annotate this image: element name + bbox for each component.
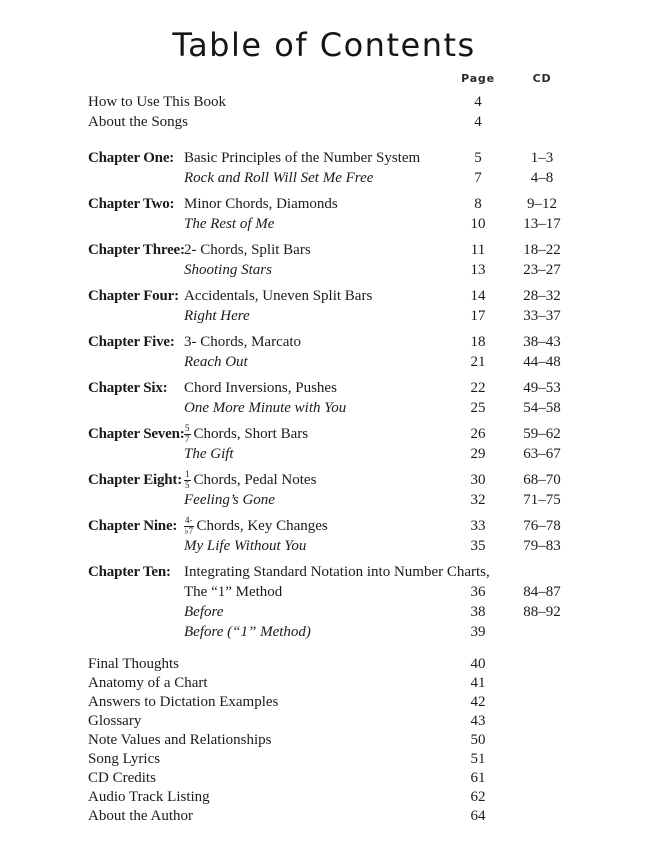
toc-entry (88, 731, 583, 750)
song-row (88, 306, 583, 326)
entry-label: Final Thoughts (88, 656, 179, 672)
entry-label: About the Songs (88, 114, 189, 130)
entry-page: 4 (474, 94, 482, 110)
entry-page: 62 (470, 789, 486, 805)
song-row (88, 622, 583, 642)
entry-page: 51 (470, 751, 486, 767)
toc-entry (88, 674, 583, 693)
chapter-block (88, 332, 583, 372)
entry-label: Anatomy of a Chart (88, 675, 208, 691)
cd-tracks: 33–37 (523, 308, 561, 324)
song-title: One More Minute with You (184, 400, 347, 416)
song-title: The Gift (184, 446, 234, 462)
cd-tracks: 1–3 (530, 150, 554, 166)
page-title: Table of Contents (172, 26, 476, 64)
chapter-topic: 3- Chords, Marcato (184, 334, 302, 350)
chapter-block (88, 378, 583, 418)
chapter-label: Chapter Two: (88, 196, 175, 212)
chapter-label: Chapter One: (88, 150, 175, 166)
entry-label: How to Use This Book (88, 94, 227, 110)
cd-tracks: 79–83 (523, 538, 561, 554)
toc-entry (88, 92, 583, 112)
column-header-cd: CD (532, 72, 552, 85)
chapter-block (88, 240, 583, 280)
entry-label: Audio Track Listing (88, 789, 210, 805)
chord-fraction: $\frac{5}{7}$ (185, 423, 190, 444)
chapter-label: Chapter Four: (88, 288, 179, 304)
page-number: 18 (470, 334, 486, 350)
chapter-topic: Minor Chords, Diamonds (184, 196, 338, 212)
page-number: 30 (470, 472, 486, 488)
chapter-topic: Chord Inversions, Pushes (184, 380, 337, 396)
page-number: 39 (470, 624, 486, 640)
chapter-topic: Accidentals, Uneven Split Bars (184, 288, 373, 304)
cd-tracks: 44–48 (523, 354, 561, 370)
cd-tracks: 38–43 (523, 334, 561, 350)
entry-page: 4 (474, 114, 482, 130)
topic-row (88, 424, 583, 444)
song-row (88, 602, 583, 622)
page-number: 29 (470, 446, 486, 462)
cd-tracks: 4–8 (530, 170, 554, 186)
page-number: 21 (470, 354, 486, 370)
page-number: 35 (470, 538, 486, 554)
front-matter-list (88, 92, 583, 132)
topic-row (88, 516, 583, 536)
chapter-block (88, 148, 583, 188)
song-title: Right Here (184, 308, 250, 324)
entry-page: 64 (470, 808, 486, 824)
topic-row (88, 148, 583, 168)
toc-content (88, 70, 583, 826)
chapter-topic: Basic Principles of the Number System (184, 150, 421, 166)
chord-fraction: $\frac{4-}{♭7}$ (184, 515, 194, 536)
song-row (88, 352, 583, 372)
page-number: 22 (470, 380, 486, 396)
cd-tracks: 88–92 (523, 604, 561, 620)
entry-page: 43 (470, 713, 486, 729)
entry-label: Answers to Dictation Examples (88, 694, 279, 710)
chapter-block (88, 194, 583, 234)
page-number: 13 (470, 262, 486, 278)
cd-tracks: 54–58 (523, 400, 561, 416)
chapter-topic: 2- Chords, Split Bars (184, 242, 311, 258)
topic-row (88, 194, 583, 214)
song-row (88, 444, 583, 464)
toc-entry (88, 712, 583, 731)
cd-tracks: 23–27 (523, 262, 561, 278)
topic-row (88, 286, 583, 306)
chapter-block (88, 286, 583, 326)
chapter-topic: The “1” Method (184, 584, 283, 600)
chapter-label: Chapter Ten: (88, 564, 171, 580)
chapter-topic: $\frac{4-}{♭7}$ Chords, Key Changes (184, 515, 328, 536)
page-number: 8 (474, 196, 482, 212)
page-number: 7 (474, 170, 482, 186)
toc-entry (88, 807, 583, 826)
topic-row (88, 240, 583, 260)
entry-page: 50 (470, 732, 486, 748)
song-title: Feeling’s Gone (184, 492, 275, 508)
entry-label: CD Credits (88, 770, 156, 786)
chapter-block (88, 516, 583, 556)
toc-entry (88, 769, 583, 788)
chapter-label: Chapter Nine: (88, 518, 178, 534)
page-number: 33 (470, 518, 486, 534)
toc-entry (88, 693, 583, 712)
topic-row (88, 562, 583, 582)
page-number: 10 (470, 216, 486, 232)
song-row (88, 214, 583, 234)
song-title: The Rest of Me (184, 216, 275, 232)
cd-tracks: 84–87 (523, 584, 561, 600)
cd-tracks: 68–70 (523, 472, 561, 488)
entry-label: Song Lyrics (88, 751, 161, 767)
column-header-page: Page (461, 72, 495, 85)
topic-row (88, 378, 583, 398)
cd-tracks: 76–78 (523, 518, 561, 534)
song-row (88, 490, 583, 510)
chapter-block (88, 424, 583, 464)
toc-entry (88, 750, 583, 769)
page-number: 11 (470, 242, 486, 258)
page-number: 38 (470, 604, 486, 620)
toc-entry (88, 788, 583, 807)
cd-tracks: 71–75 (523, 492, 561, 508)
chapter-label: Chapter Six: (88, 380, 168, 396)
song-title: Before (“1” Method) (184, 624, 311, 640)
song-title: Shooting Stars (184, 262, 272, 278)
cd-tracks: 9–12 (527, 196, 557, 212)
page-number: 32 (470, 492, 486, 508)
entry-label: Note Values and Relationships (88, 732, 272, 748)
topic-row (88, 332, 583, 352)
chapter-label: Chapter Three: (88, 242, 185, 258)
chapter-topic: Integrating Standard Notation into Number Charts, (184, 564, 490, 580)
entry-page: 41 (470, 675, 486, 691)
cd-tracks: 28–32 (523, 288, 561, 304)
song-row (88, 260, 583, 280)
song-row (88, 398, 583, 418)
chapter-label: Chapter Seven: (88, 426, 185, 442)
page-number: 17 (470, 308, 486, 324)
cd-tracks: 63–67 (523, 446, 561, 462)
page-number: 14 (470, 288, 486, 304)
page-number: 26 (470, 426, 486, 442)
chord-fraction: $\frac{1}{5}$ (185, 469, 190, 490)
column-header-row (88, 70, 583, 88)
topic-row (88, 582, 583, 602)
entry-label: About the Author (88, 808, 193, 824)
page-number: 25 (470, 400, 486, 416)
page-number: 5 (474, 150, 482, 166)
chapter-label: Chapter Eight: (88, 472, 183, 488)
chapter-topic: $\frac{5}{7}$ Chords, Short Bars (185, 423, 309, 444)
song-title: Rock and Roll Will Set Me Free (184, 170, 374, 186)
entry-page: 61 (470, 770, 486, 786)
chapter-block (88, 470, 583, 510)
chapter-label: Chapter Five: (88, 334, 175, 350)
entry-page: 40 (470, 656, 486, 672)
cd-tracks: 49–53 (523, 380, 561, 396)
entry-page: 42 (470, 694, 486, 710)
toc-entry (88, 112, 583, 132)
cd-tracks: 13–17 (523, 216, 561, 232)
page-number: 36 (470, 584, 486, 600)
song-title: Reach Out (184, 354, 248, 370)
entry-label: Glossary (88, 713, 142, 729)
chapter-topic: $\frac{1}{5}$ Chords, Pedal Notes (185, 469, 317, 490)
cd-tracks: 59–62 (523, 426, 561, 442)
topic-row (88, 470, 583, 490)
cd-tracks: 18–22 (523, 242, 561, 258)
chapter-list (88, 148, 583, 642)
song-row (88, 536, 583, 556)
toc-entry (88, 655, 583, 674)
song-title: My Life Without You (184, 538, 307, 554)
back-matter-list (88, 655, 583, 826)
chapter-block (88, 562, 583, 642)
song-title: Before (184, 604, 224, 620)
song-row (88, 168, 583, 188)
